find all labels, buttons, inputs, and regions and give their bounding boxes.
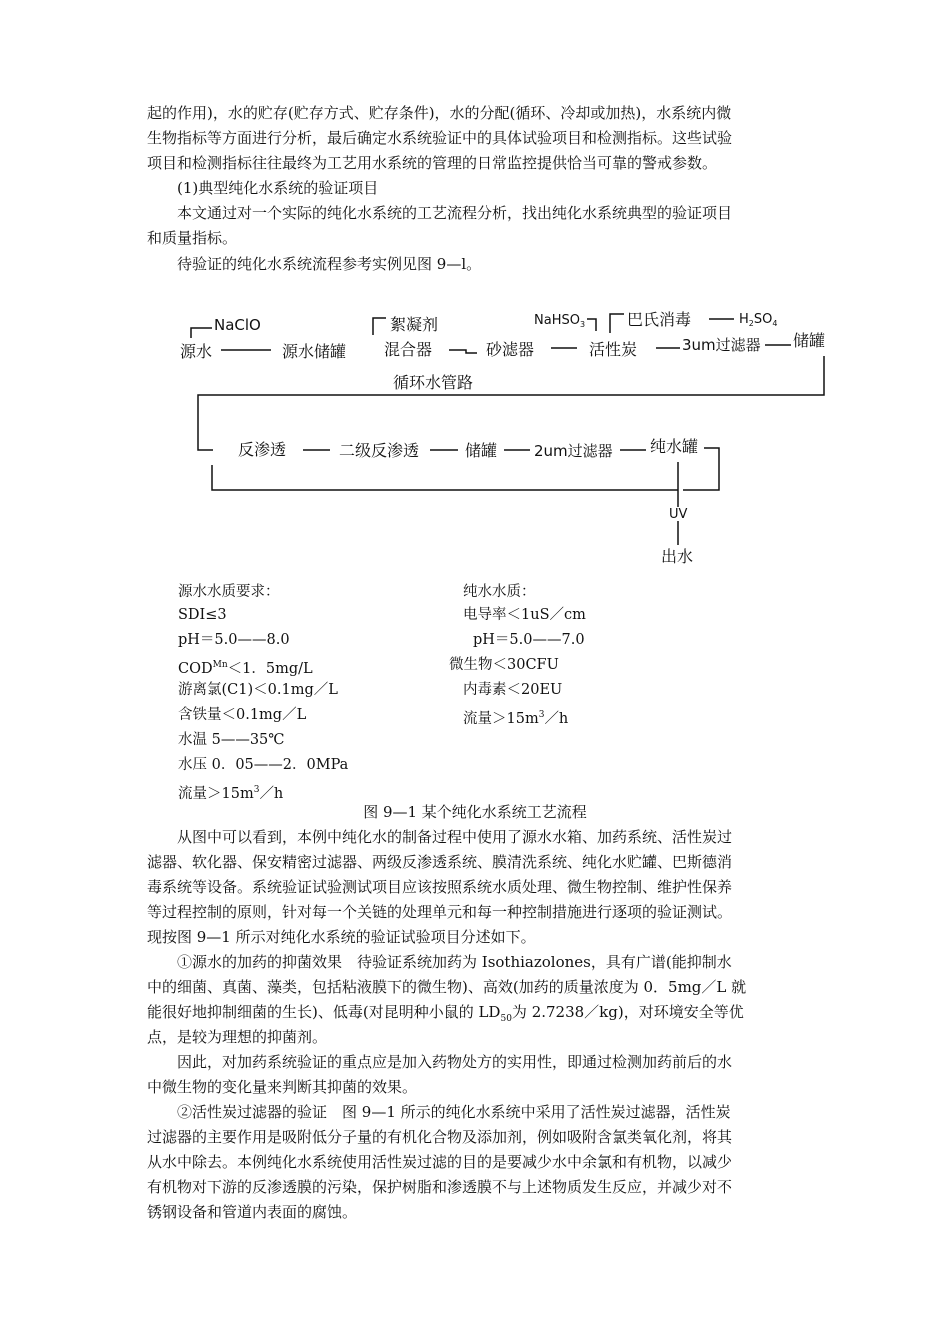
spec-item: 流量$>15m^3/h$ xyxy=(178,785,284,802)
naclo-label: NaClO xyxy=(214,316,261,334)
text-line: 项目和检测指标往往最终为工艺用水系统的管理的日常监控提供恰当可靠的警戒参数。 xyxy=(147,154,718,172)
text-line: ①源水的加药的抑菌效果 待验证系统加药为 Isothiazolones，具有广谱(能抑制水 xyxy=(177,953,732,971)
text-line: 和质量指标。 xyxy=(147,229,238,247)
text-line: 有机物对下游的反渗透膜的污染，保护树脂和渗透膜不与上述物质发生反应，并减少对不 xyxy=(147,1178,733,1196)
pasteurize-label: 巴氏消毒 xyxy=(627,310,692,329)
outlet-label: 出水 xyxy=(661,547,694,566)
spec-item: 微生物＜30CFU xyxy=(449,657,559,673)
sand-filter-label: 砂滤器 xyxy=(486,340,535,359)
text-line: 毒系统等设备。系统验证试验测试项目应该按照系统水质处理、微生物控制、维护性保养 xyxy=(147,878,733,896)
text-line: 点，是较为理想的抑菌剂。 xyxy=(147,1028,328,1046)
uv-label: UV xyxy=(669,507,688,522)
spec-title: 纯水水质： xyxy=(463,584,536,600)
spec-item: 游离氯(C1)＜0.1mg／L xyxy=(178,682,338,698)
ro-label: 反渗透 xyxy=(238,440,287,459)
filter-2um-label: 2um过滤器 xyxy=(534,442,613,460)
text-line: 锈钢设备和管道内表面的腐蚀。 xyxy=(147,1203,358,1221)
source-tank-label: 源水储罐 xyxy=(282,342,347,361)
spec-item: SDI≤3 xyxy=(178,607,227,623)
pure-water-tank-label: 纯水罐 xyxy=(650,437,699,456)
text-line: 过滤器的主要作用是吸附低分子量的有机化合物及添加剂，例如吸附含氯类氧化剂，将其 xyxy=(147,1128,733,1146)
text-line: 生物指标等方面进行分析，最后确定水系统验证中的具体试验项目和检测指标。这些试验 xyxy=(147,129,733,147)
nahso3-label: NaHSO$_3$ xyxy=(534,313,586,329)
spec-item: 流量$>15m^3/h$ xyxy=(463,710,569,727)
text-line: 现按图 9—1 所示对纯化水系统的验证试验项目分述如下。 xyxy=(147,928,536,946)
flocculant-label: 絮凝剂 xyxy=(390,315,439,334)
text-line: 中的细菌、真菌、藻类，包括粘液膜下的微生物)、高效(加药的质量浓度为 0．5mg／L 就 xyxy=(147,978,747,996)
h2so4-label: $H_2SO_4$ xyxy=(739,312,778,328)
filter-3um-label: 3um过滤器 xyxy=(682,336,761,354)
spec-item: 水温 5——35℃ xyxy=(178,732,285,748)
spec-item: pH＝5.0——8.0 xyxy=(178,632,290,648)
carbon-label: 活性炭 xyxy=(589,340,638,359)
process-flow-diagram xyxy=(0,0,950,580)
spec-title: 源水水质要求： xyxy=(178,584,280,600)
spec-item: pH＝5.0——7.0 xyxy=(473,632,585,648)
spec-item: 含铁量＜0.1mg／L xyxy=(178,707,307,723)
mixer-label: 混合器 xyxy=(384,340,433,359)
text-line: 本文通过对一个实际的纯化水系统的工艺流程分析，找出纯化水系统典型的验证项目 xyxy=(177,204,733,222)
storage-tank-label: 储罐 xyxy=(793,331,826,350)
spec-item: 内毒素＜20EU xyxy=(463,682,563,698)
text-line: ②活性炭过滤器的验证 图 9—1 所示的纯化水系统中采用了活性炭过滤器，活性炭 xyxy=(177,1103,731,1121)
text-line: 中微生物的变化量来判断其抑菌的效果。 xyxy=(147,1078,418,1096)
text-line: 等过程控制的原则，针对每一个关链的处理单元和每一种控制措施进行逐项的验证测试。 xyxy=(147,903,733,921)
figure-caption: 图 9—1 某个纯化水系统工艺流程 xyxy=(363,803,587,821)
source-water-label: 源水 xyxy=(180,342,213,361)
spec-item: 电导率＜1uS／cm xyxy=(463,607,586,623)
circulation-loop-label: 循环水管路 xyxy=(393,373,474,392)
text-line: 能很好地抑制细菌的生长)、低毒(对昆明种小鼠的 $LD_{50}$为 2.7238／kg)，对环境安全等优 xyxy=(147,1003,744,1024)
spec-item: $COD^{Mn}<1$．5mg/L xyxy=(178,660,313,677)
figure-reference: 待验证的纯化水系统流程参考实例见图 9—l。 xyxy=(177,255,482,273)
text-line: 起的作用)，水的贮存(贮存方式、贮存条件)，水的分配(循环、冷却或加热)，水系统内微 xyxy=(147,104,732,122)
text-line: 滤器、软化器、保安精密过滤器、两级反渗透系统、膜清洗系统、纯化水贮罐、巴斯德消 xyxy=(147,853,733,871)
text-line: 因此，对加药系统验证的重点应是加入药物处方的实用性，即通过检测加药前后的水 xyxy=(177,1053,733,1071)
ro2-label: 二级反渗透 xyxy=(339,441,420,460)
spec-item: 水压 0．05——2．0MPa xyxy=(178,757,349,773)
section-heading: (1)典型纯化水系统的验证项目 xyxy=(177,179,379,197)
text-line: 从水中除去。本例纯化水系统使用活性炭过滤的目的是要减少水中余氯和有机物，以减少 xyxy=(147,1153,733,1171)
text-line: 从图中可以看到，本例中纯化水的制备过程中使用了源水水箱、加药系统、活性炭过 xyxy=(177,828,733,846)
storage-tank-2-label: 储罐 xyxy=(465,441,498,460)
